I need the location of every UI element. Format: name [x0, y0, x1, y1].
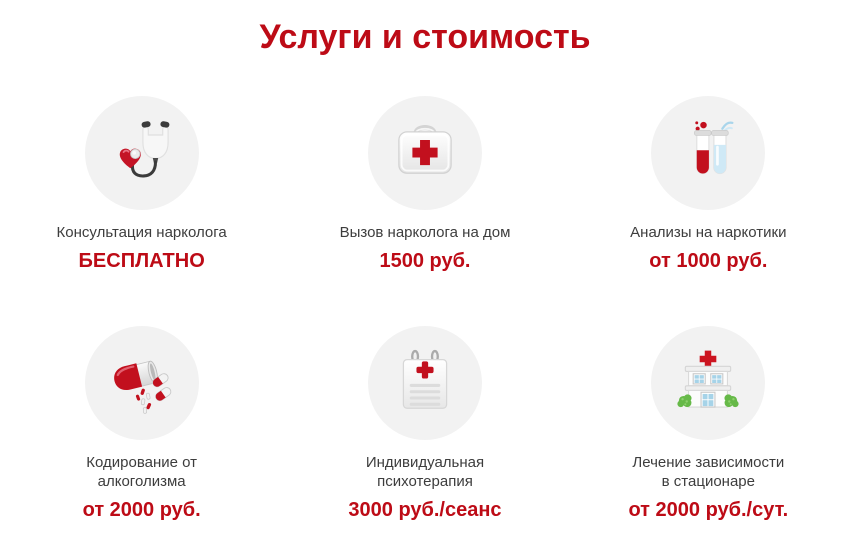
service-card-drug-tests [577, 96, 839, 273]
page-title: Услуги и стоимость [259, 18, 591, 56]
test-tubes-icon [672, 117, 744, 189]
service-price: от 1000 руб. [649, 250, 768, 272]
services-grid [0, 96, 850, 522]
service-label: Лечение зависимости в стационаре [632, 454, 785, 490]
service-price: БЕСПЛАТНО [78, 250, 205, 272]
service-card-inpatient [577, 326, 839, 522]
service-label: Анализы на наркотики [630, 224, 787, 241]
icon-circle [85, 326, 199, 440]
service-label: Консультация нарколога [56, 224, 227, 241]
hospital-building-icon [671, 346, 745, 420]
medical-notepad-icon [389, 347, 461, 419]
service-price: от 2000 руб. [82, 499, 201, 521]
service-card-home-visit [294, 96, 556, 273]
icon-circle [368, 326, 482, 440]
medical-bag-icon [389, 117, 461, 189]
service-label: Вызов нарколога на дом [339, 224, 511, 241]
icon-circle [651, 96, 765, 210]
service-price: от 2000 руб./сут. [628, 499, 789, 521]
service-card-coding [11, 326, 273, 522]
service-price: 1500 руб. [379, 250, 471, 272]
service-card-consultation [11, 96, 273, 273]
icon-circle [85, 96, 199, 210]
icon-circle [368, 96, 482, 210]
service-label: Кодирование от алкоголизма [86, 454, 198, 490]
service-price: 3000 руб./сеанс [348, 499, 502, 521]
icon-circle [651, 326, 765, 440]
stethoscope-heart-icon [106, 117, 178, 189]
service-card-psychotherapy [294, 326, 556, 522]
service-label: Индивидуальная психотерапия [365, 454, 485, 490]
spilled-capsule-pills-icon [105, 346, 179, 420]
